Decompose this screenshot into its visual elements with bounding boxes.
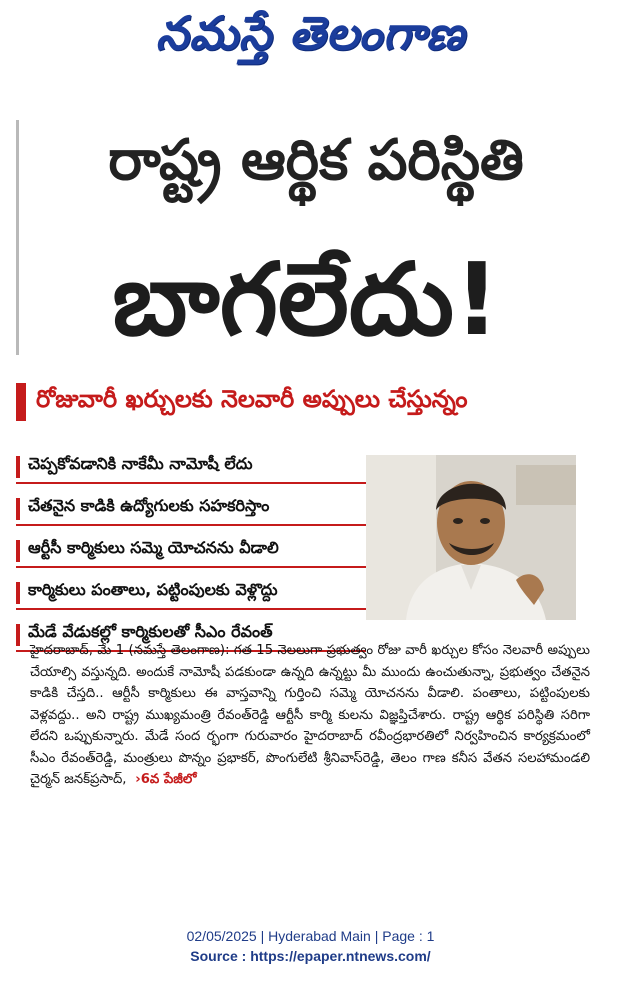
bullet-marker <box>16 624 20 646</box>
bullet-text: కార్మికులు పంతాలు, పట్టింపులకు వెళ్లొద్దు <box>28 580 278 599</box>
bullet-item <box>16 450 366 484</box>
bullet-rule <box>16 566 366 568</box>
continuation-marker: ›6వ పేజీలో <box>130 772 197 787</box>
bullet-item <box>16 492 366 526</box>
portrait-photo <box>366 455 576 620</box>
bullet-text: చేతనైన కాడికి ఉద్యోగులకు సహకరిస్తాం <box>28 496 270 515</box>
kicker <box>16 382 596 422</box>
footer <box>0 926 621 966</box>
footer-meta: 02/05/2025 | Hyderabad Main | Page : 1 <box>186 928 435 944</box>
bullet-text: ఆర్టీసీ కార్మికులు సమ్మె యోచనను వీడాలి <box>28 538 279 557</box>
bullet-list <box>16 450 366 660</box>
footer-source: Source : https://epaper.ntnews.com/ <box>190 948 431 964</box>
headline-line-2: బాగలేదు! <box>112 241 500 358</box>
news-clipping <box>16 120 602 900</box>
bullet-rule <box>16 482 366 484</box>
kicker-marker <box>16 383 26 421</box>
article-body <box>30 640 590 791</box>
masthead <box>0 6 621 72</box>
headline-line-1: రాష్ట్ర ఆర్థిక పరిస్థితి <box>108 128 524 193</box>
bullet-marker <box>16 582 20 604</box>
article-text: హైదరాబాద్, మే 1 (నమస్తే తెలంగాణ): గత 15 నెలలుగా ప్రభుత్వం రోజు వారీ ఖర్చుల కోసం నెలవారీ అప్పులు చేయాల్సి వస్తున్నది. అందుకే నామోషీ పడకుండా ఉన్నది ఉన్నట్టు మీ ముందు ఉంచుతున్నా, ప్రభుత్వం చేతనైన కాడికి చేస్తది.. ఆర్టీసీ కార్మికులు ఈ వాస్తవాన్ని గుర్తించి సమ్మె యోచనను వీడాలి. పంతాలు, పట్టింపులకు వెళ్లవద్దు.. అని రాష్ట్ర ముఖ్యమంత్రి రేవంత్‌రెడ్డి ఆర్టీసీ కార్మి కులను విజ్ఞప్తిచేశారు. రాష్ట్ర ఆర్థిక పరిస్థితి సరిగా లేదని ఒప్పుకున్నారు. మేడే సంద ర్భంగా గురువారం హైదరాబాద్ రవీంద్రభారతిలో నిర్వహించిన కార్యక్రమంలో సీఎం రేవంత్‌రెడ్డి, మంత్రులు పొన్నం ప్రభాకర్, పొంగులేటి శ్రీనివాస్‌రెడ్డి, తెలం గాణ కనీస వేతన సలహామండలి చైర్మన్ జనక్‌ప్రసాద్, <box>30 643 590 787</box>
bullet-rule <box>16 524 366 526</box>
bullet-marker <box>16 540 20 562</box>
portrait-illustration <box>366 455 576 620</box>
kicker-text: రోజువారీ ఖర్చులకు నెలవారీ అప్పులు చేస్తున్నం <box>36 385 468 413</box>
bullet-text: చెప్పకోవడానికి నాకేమీ నామోషీ లేదు <box>28 454 253 473</box>
bullet-item <box>16 534 366 568</box>
bullet-rule <box>16 608 366 610</box>
headline-side-rule <box>16 120 19 355</box>
continuation-text: 6వ పేజీలో <box>140 772 197 787</box>
bullet-text: మేడే వేడుకల్లో కార్మికులతో సీఎం రేవంత్ <box>28 622 273 641</box>
bullet-item <box>16 576 366 610</box>
bullet-marker <box>16 456 20 478</box>
masthead-title: నమస్తే తెలంగాణ <box>155 6 466 60</box>
bullet-marker <box>16 498 20 520</box>
